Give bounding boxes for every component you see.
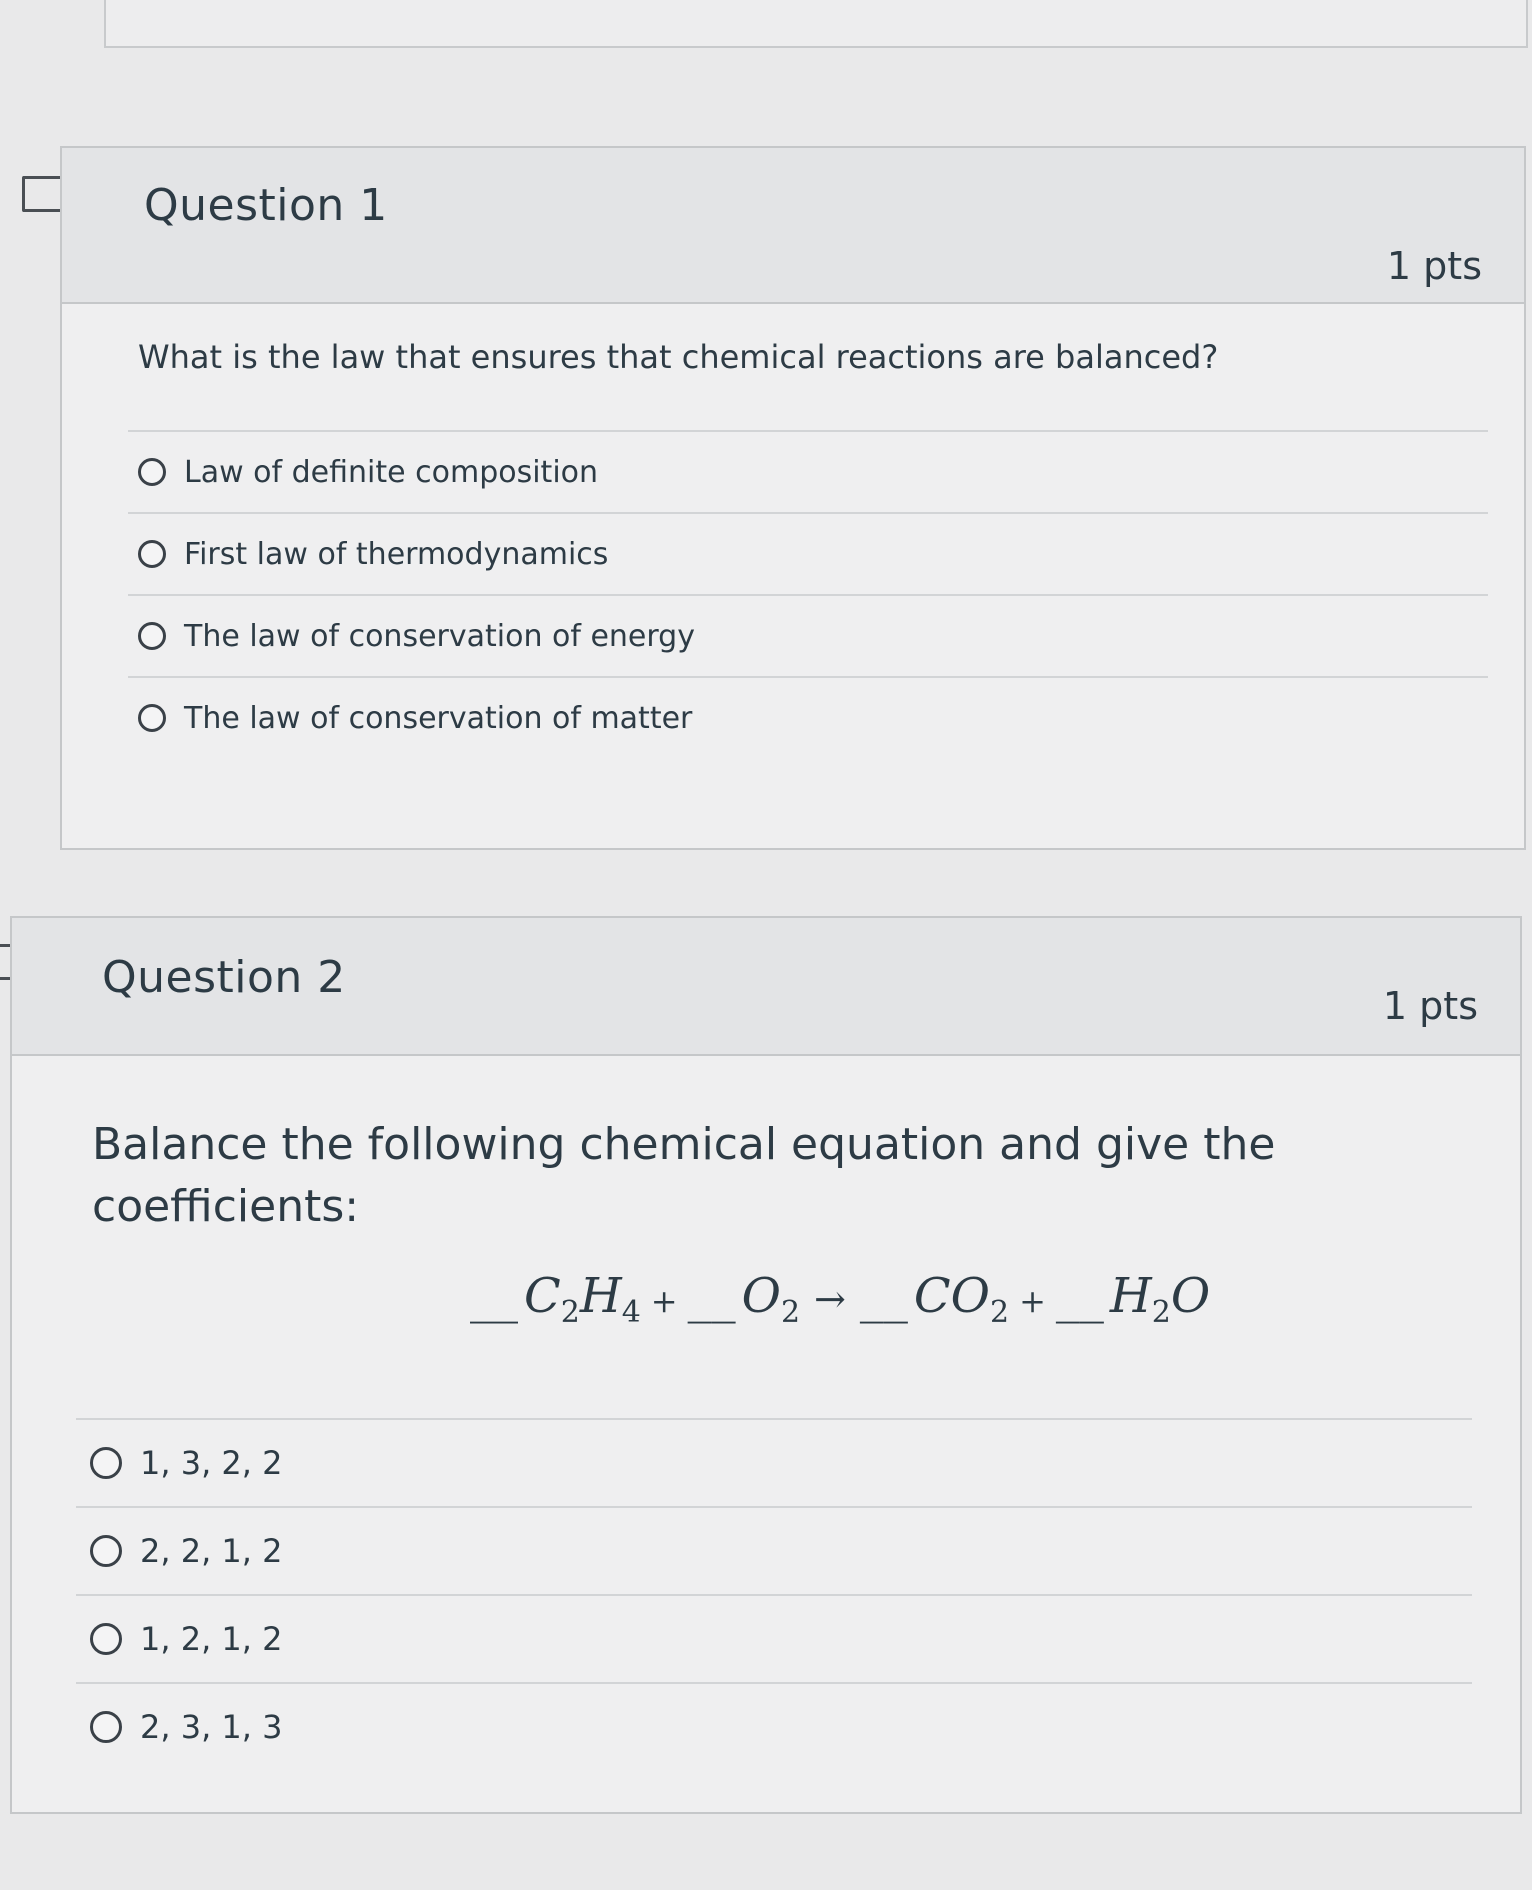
- radio-button[interactable]: [90, 1623, 122, 1655]
- plus-sign: +: [1019, 1282, 1046, 1320]
- question-header-1: [62, 148, 1524, 304]
- answer-option[interactable]: [76, 1594, 1472, 1682]
- radio-button[interactable]: [138, 622, 166, 650]
- question-prompt: Balance the following chemical equation and give the coefficients:: [92, 1119, 1276, 1232]
- chemical-equation: [470, 1268, 1211, 1330]
- answer-label: The law of conservation of energy: [184, 618, 695, 654]
- answer-option[interactable]: [128, 430, 1488, 512]
- question-title: Question 1: [144, 180, 388, 231]
- coefficient-blank: __: [1055, 1268, 1104, 1324]
- answer-label: Law of definite composition: [184, 454, 599, 490]
- radio-button[interactable]: [90, 1447, 122, 1479]
- answer-label: 2, 3, 1, 3: [140, 1708, 283, 1746]
- radio-button[interactable]: [138, 540, 166, 568]
- answer-label: 1, 3, 2, 2: [140, 1444, 283, 1482]
- coefficient-blank: __: [859, 1268, 908, 1324]
- radio-button[interactable]: [138, 458, 166, 486]
- answer-label: The law of conservation of matter: [184, 700, 693, 736]
- question-header-2: [12, 918, 1520, 1056]
- answer-option[interactable]: [128, 594, 1488, 676]
- plus-sign: +: [650, 1282, 678, 1320]
- coefficient-blank: __: [687, 1268, 736, 1324]
- answer-option[interactable]: [76, 1682, 1472, 1770]
- answer-list: [128, 430, 1488, 758]
- coefficient-blank: __: [470, 1268, 518, 1324]
- answer-option[interactable]: [128, 676, 1488, 758]
- answer-label: First law of thermodynamics: [184, 536, 609, 572]
- question-points: 1 pts: [1382, 984, 1478, 1028]
- question-prompt: What is the law that ensures that chemical reactions are balanced?: [138, 338, 1219, 376]
- question-card-1: [60, 146, 1526, 850]
- reaction-arrow: →: [814, 1277, 846, 1321]
- question-points: 1 pts: [1386, 244, 1482, 288]
- answer-label: 1, 2, 1, 2: [140, 1620, 283, 1658]
- radio-button[interactable]: [138, 704, 166, 732]
- equation-term: __ $C_2H_4$: [470, 1268, 641, 1330]
- answer-option[interactable]: [128, 512, 1488, 594]
- radio-button[interactable]: [90, 1711, 122, 1743]
- previous-question-card: [104, 0, 1528, 48]
- equation-term: __ $CO_2$: [859, 1268, 1010, 1330]
- answer-label: 2, 2, 1, 2: [140, 1532, 283, 1570]
- radio-button[interactable]: [90, 1535, 122, 1567]
- equation-term: __ $O_2$: [687, 1268, 801, 1330]
- answer-option[interactable]: [76, 1506, 1472, 1594]
- question-title: Question 2: [102, 952, 346, 1003]
- answer-list: [76, 1418, 1472, 1770]
- answer-option[interactable]: [76, 1418, 1472, 1506]
- equation-term: __ $H_2O$: [1055, 1268, 1211, 1330]
